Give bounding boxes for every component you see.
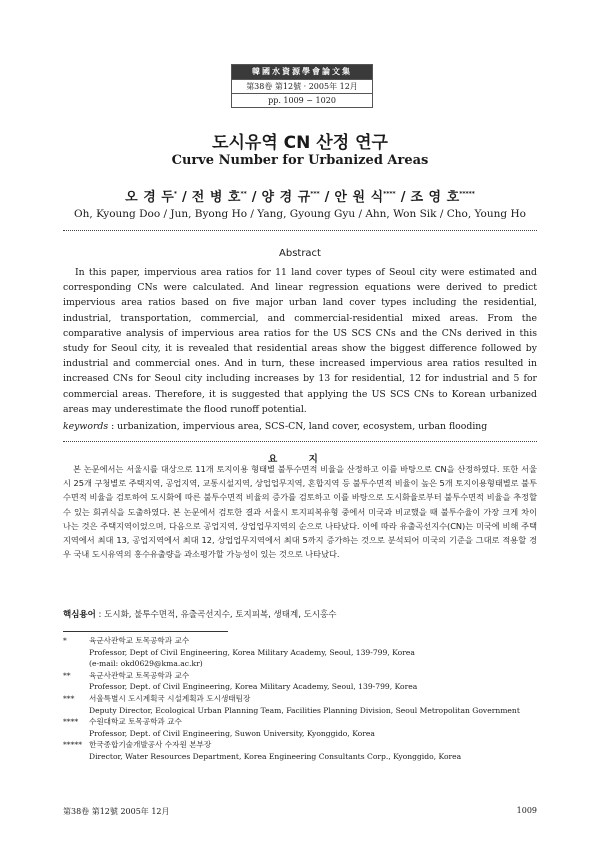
author-mark: *	[173, 190, 177, 198]
footnote-line: Director, Water Resources Department, Korea Engineering Consultants Corp., Kyonggido, Korea	[89, 751, 462, 761]
footnote-mark: **	[63, 670, 71, 680]
footnote-mark: ****	[63, 717, 79, 727]
authors-korean	[0, 186, 600, 205]
author-mark: ****	[383, 190, 396, 198]
footnote-line: 한국종합기술개발공사 수자원 본부장	[89, 740, 212, 750]
affiliation-footnotes	[63, 635, 537, 763]
footnote-line: 육군사관학교 토목공학과 교수	[89, 670, 190, 680]
author-separator: /	[400, 190, 406, 205]
author-name: 안 원 식	[334, 190, 384, 205]
page-number: 1009	[516, 806, 537, 815]
author-name: 조 영 호	[410, 190, 460, 205]
author-name: 전 병 호	[191, 190, 241, 205]
author-separator: /	[251, 190, 257, 205]
abstract-body	[63, 265, 537, 417]
korean-keywords-text: 도시화, 불투수면적, 유출곡선지수, 토지피복, 생태계, 도시홍수	[104, 610, 337, 620]
keywords-text: urbanization, impervious area, SCS-CN, land cover, ecosystem, urban flooding	[117, 421, 488, 432]
paper-title-korean: 도시유역 CN 산정 연구	[212, 133, 388, 153]
korean-keywords	[63, 608, 537, 620]
footnote-line: Professor, Dept. of Civil Engineering, Korea Military Academy, Seoul, 139-799, Korea	[89, 682, 418, 692]
korean-keywords-separator: :	[95, 610, 105, 620]
korean-summary-text: 본 논문에서는 서울시를 대상으로 11개 토지이용 형태별 불투수면적 비율을 산정하고 이를 바탕으로 CN을 산정하였다. 또한 서울시 25개 구청별로 주택지역, 공업지역, 교통시설지역, 상업업무지역, 혼합지역 등 불투수면적 비율이 높은 5개 토지이용형태별로 불투수면적 비율을 검토하여 도시화에 따른 불투수면적 비율의 증가를 검토하고 이를 바탕으로 도시화율로부터 불투수면적 비율을 추정할 수 있는 회귀식을 도출하였다. 본 논문에서 검토한 결과 서울시 토지피복유형 중에서 미국과 비교했을 때 불투수율이 가장 크게 차이 나는 것은 주택지역이었으며, 다음으로 공업지역, 상업업무지역의 순으로 나타났다. 이에 따라 유출곡선지수(CN)는 미국에 비해 주택지역에서 최대 13, 공업지역에서 최대 12, 상업업무지역에서 최대 5까지 증가하는 것으로 분석되어 미국의 기준을 그대로 적용할 경우 국내 도시유역의 홍수유출량을 과소평가할 가능성이 있는 것으로 나타났다.	[63, 464, 537, 560]
journal-info-box	[231, 64, 373, 108]
summary-heading: 요 지	[268, 454, 332, 465]
author-separator: /	[324, 190, 330, 205]
footnote-line: 육군사관학교 토목공학과 교수	[89, 636, 190, 645]
footnote-mark: *****	[63, 740, 82, 750]
footnote	[63, 739, 537, 762]
dotted-divider-top	[63, 230, 537, 231]
footnote	[63, 693, 537, 716]
footnote	[63, 670, 537, 693]
keywords-separator: :	[108, 421, 118, 432]
author-name: 오 경 두	[125, 190, 174, 205]
author-separator: /	[181, 190, 187, 205]
author-mark: **	[240, 190, 247, 198]
journal-name: 韓國水資源學會論文集	[232, 65, 372, 79]
footer-journal-issue: 第38卷 第12號 2005年 12月	[63, 807, 170, 816]
footnote-line: Professor, Dept. of Civil Engineering, Suwon University, Kyonggido, Korea	[89, 728, 375, 738]
abstract-text: In this paper, impervious area ratios for 11 land cover types of Seoul city were estimated and corresponding CNs were calculated. And linear regression equations were derived to predict impervious area ratios based on five major urban land cover types including the residential, industrial, transportation, commercial, and commercial-residential mixed areas. From the comparative analysis of impervious area ratios for the US SCS CNs and the CNs derived in this study for Seoul city, it is revealed that residential areas show the biggest difference followed by industrial and commercial ones. And in turn, these increased impervious area ratios resulted in increased CNs for Seoul city including increases by 13 for residential, 12 for industrial and 5 for commercial areas. Therefore, it is suggested that applying the US SCS CNs to Korean urbanized areas may underestimate the flood runoff potential.	[63, 267, 537, 415]
journal-pages: pp. 1009 ~ 1020	[232, 93, 372, 107]
korean-summary	[63, 462, 537, 561]
footnote-line: Professor, Dept of Civil Engineering, Korea Military Academy, Seoul, 139-799, Korea	[89, 647, 415, 657]
author-name: 양 경 규	[261, 190, 311, 205]
footnote	[63, 635, 537, 670]
authors-english: Oh, Kyoung Doo / Jun, Byong Ho / Yang, Gyoung Gyu / Ahn, Won Sik / Cho, Young Ho	[74, 208, 526, 220]
author-mark: *****	[459, 190, 475, 198]
footnote-line: 수원대학교 토목공학과 교수	[89, 717, 182, 727]
footnote-mark: *	[63, 636, 67, 645]
korean-keywords-label: 핵심용어	[63, 610, 96, 620]
journal-volume: 第38卷 第12號 · 2005年 12月	[232, 79, 372, 93]
footnote-line: Deputy Director, Ecological Urban Planning Team, Facilities Planning Division, Seoul Metropolitan Government	[89, 705, 520, 715]
dotted-divider-middle	[63, 441, 537, 442]
footnote-rule	[63, 631, 228, 632]
keywords-label: keywords	[63, 421, 109, 432]
page-footer	[63, 806, 537, 817]
paper-title-english: Curve Number for Urbanized Areas	[171, 153, 429, 168]
abstract-heading: Abstract	[279, 248, 321, 259]
author-mark: ***	[310, 190, 320, 198]
footnote-line: (e-mail: okd0629@kma.ac.kr)	[89, 659, 203, 669]
english-keywords	[63, 421, 537, 432]
footnote	[63, 716, 537, 739]
footnote-line: 서울특별시 도시계획국 시설계획과 도시생태팀장	[89, 693, 251, 703]
footnote-mark: ***	[63, 693, 75, 703]
